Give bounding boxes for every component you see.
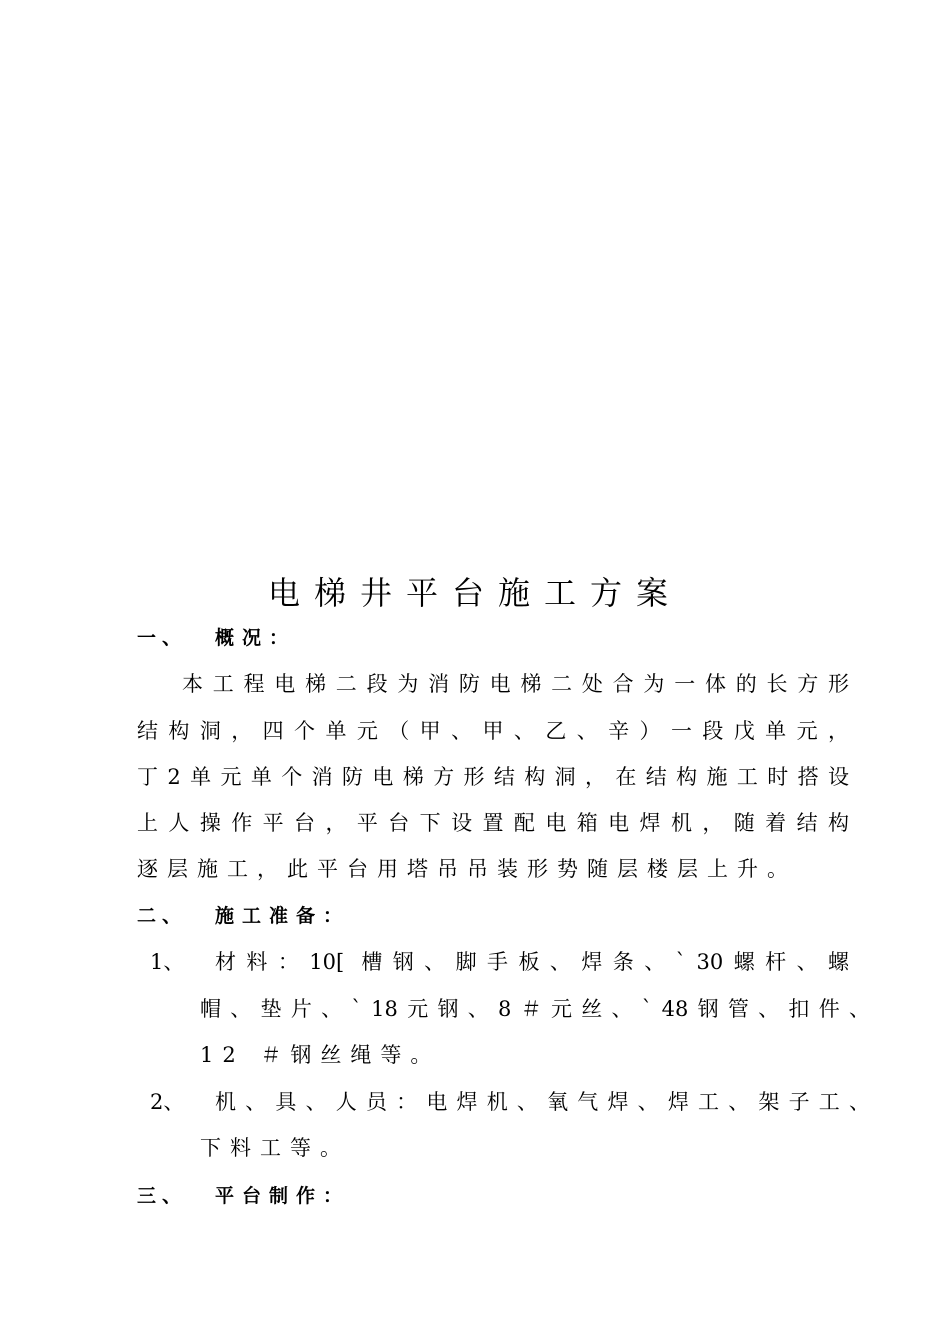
section-heading-1	[137, 623, 296, 653]
list-item-line: 下料工等。	[200, 1136, 350, 1160]
section-heading-3	[137, 1181, 350, 1211]
list-item-line: 材料：10[ 槽钢、脚手板、焊条、ˋ30螺杆、螺	[215, 950, 849, 974]
document-title: 电梯井平台施工方案	[267, 574, 682, 612]
list-item-line: 12 ＃钢丝绳等。	[200, 1043, 441, 1067]
section-heading-2	[137, 901, 350, 931]
list-item-marker: 1、	[150, 950, 185, 974]
section-title: 平台制作：	[215, 1185, 351, 1207]
section-title: 施工准备：	[215, 905, 351, 927]
section-number: 一、	[137, 627, 188, 649]
section-title: 概况：	[215, 627, 297, 649]
list-item-line: 帽、垫片、ˋ18元钢、8＃元丝、ˋ48钢管、扣件、	[200, 997, 870, 1021]
list-item-line: 机、具、人员：电焊机、氧气焊、焊工、架子工、	[215, 1090, 870, 1114]
paragraph-line: 丁2单元单个消防电梯方形结构洞，在结构施工时搭设	[137, 765, 849, 789]
paragraph-line: 上人操作平台，平台下设置配电箱电焊机，随着结构	[137, 811, 849, 835]
paragraph-line: 本工程电梯二段为消防电梯二处合为一体的长方形	[182, 672, 849, 696]
paragraph-line: 结构洞，四个单元（甲、甲、乙、辛）一段戊单元，	[137, 719, 849, 743]
list-item-marker: 2、	[150, 1090, 185, 1114]
paragraph-line: 逐层施工，此平台用塔吊吊装形势随层楼层上升。	[137, 857, 797, 881]
section-number: 二、	[137, 905, 188, 927]
section-number: 三、	[137, 1185, 188, 1207]
